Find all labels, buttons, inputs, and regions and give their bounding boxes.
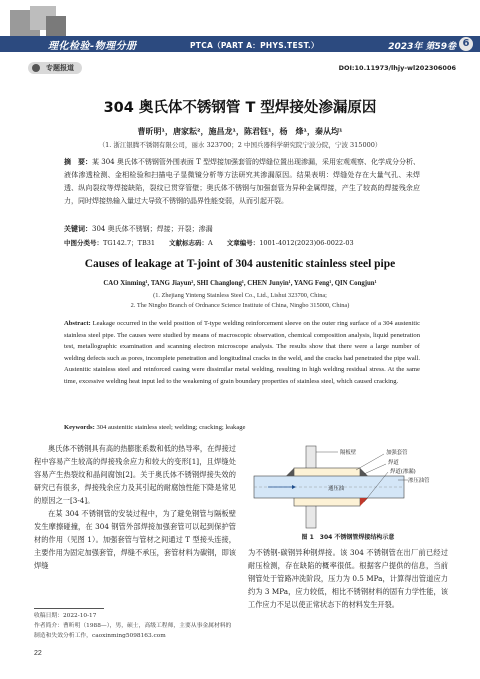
figure-caption: 图 1 304 不锈钢管焊接结构示意 [301, 534, 395, 541]
paper-title-cn: 304 奥氏体不锈钢管 T 型焊接处渗漏原因 [103, 100, 377, 116]
keywords-cn [64, 224, 420, 234]
weld-bead-top [360, 468, 368, 476]
doc-code-value: A [208, 239, 213, 247]
body-paragraph: 奥氏体不锈钢具有高的热膨胀系数和低的热导率，在焊接过程中容易产生较高的焊接残余应力和较大的变形[1]，且焊缝处容易产生热裂纹和晶间腐蚀[2]。关于奥氏体不锈钢焊接失效的研究已有很多，焊接残余应力及其引起的耐腐蚀性能下降是常见的原因之一[3-4]。 [34, 444, 236, 505]
label-pressure-oil: 通压油 [328, 486, 345, 492]
leader-line [356, 454, 384, 470]
page-number: 22 [34, 650, 42, 657]
label-oil-pipe: 渗压油管 [408, 478, 430, 484]
authors-en: CAO Xinming¹, TANG Jiayun², SHI Changlong¹, CHEN Junyin¹, YANG Feng¹, QIN Congjun¹ [103, 280, 377, 287]
section-title: 理化检验-物理分册 [48, 41, 137, 52]
leader-line [364, 464, 386, 474]
weld-structure-figure [248, 444, 448, 530]
keywords-en [64, 424, 420, 431]
author-bio: 作者简介：曹昕明（1988—），男，硕士，高级工程师，主要从事金属材料的制造和失效分析工作，caoxinming5098163.com [34, 623, 232, 639]
clc-label: 中图分类号： [64, 239, 103, 247]
abstract-en-label: Abstract: [64, 320, 91, 327]
body-paragraph: 在某 304 不锈钢管的安装过程中，为了避免钢管与隔板壁发生摩擦碰撞，在 304 钢管外部焊接加强套管可以起到保护管材的作用（见图 1）。加强套管与管材之间通过 T 型接头连接，主要作用为固定加强套管，焊缝不承压，套管材料为碳钢，即该焊缝 [34, 509, 236, 570]
weld-bead-left [286, 468, 294, 476]
article-no-label: 文章编号： [226, 239, 260, 247]
special-report-tag [28, 62, 82, 74]
article-no-value: 1001-4012(2023)06-0022-03 [259, 239, 354, 247]
doi: DOI:10.11973/lhjy-wl202306006 [338, 64, 456, 72]
journal-header [0, 0, 480, 58]
affiliation-cn: （1. 浙江银腾不锈钢有限公司，丽水 323700；2 中国兵器科学研究院宁波分院，宁波 315000） [98, 141, 382, 149]
clc-value: TG142.7；TB31 [103, 239, 156, 247]
tag-dot-icon [32, 64, 40, 72]
paper-title-en: Causes of leakage at T-joint of 304 austenitic stainless steel pipe [84, 258, 396, 270]
issue-badge: 6 [458, 36, 474, 52]
affiliation-en-2: 2. The Ningbo Branch of Ordnance Science Institute of China, Ningbo 315000, China) [130, 302, 350, 309]
abstract-cn [64, 156, 420, 208]
tag-label: 专题报道 [46, 64, 74, 72]
abstract-cn-label: 摘 要： [64, 158, 93, 166]
keywords-en-label: Keywords: [64, 424, 95, 431]
body-left-column [34, 442, 236, 572]
label-weld-leak: 焊道(渗漏) [390, 469, 416, 475]
keywords-en-text: 304 austenitic stainless steel; welding; cracking; leakage [96, 424, 246, 431]
received-date: 收稿日期：2022-10-17 [34, 613, 97, 619]
label-partition: 隔板壁 [340, 450, 357, 456]
abstract-cn-text: 某 304 奥氏体不锈钢管外围表面 T 型焊接加强套管的焊缝位置出现渗漏，采用宏观观察、化学成分分析、液体渗透检测、金相检验和扫描电子显微镜分析等方法研究其渗漏原因。结果表明：焊缝处存在大量气孔、未焊透、纵向裂纹等焊接缺陷，裂纹已贯穿管壁；奥氏体不锈钢与加强套管为异种金属焊接，产生了较高的焊接残余应力，同时焊接热输入量过大导致不锈钢的晶界性能变弱，从而引起开裂。 [64, 158, 421, 205]
doc-code-label: 文献标志码： [169, 239, 209, 247]
classification-line [64, 238, 420, 247]
authors-cn: 曹昕明¹，唐家耘²，施昌龙¹，陈君钰¹，杨 烽¹，秦从均¹ [137, 127, 343, 136]
label-sleeve: 加强套管 [386, 450, 408, 456]
footnote-divider [34, 608, 104, 609]
footnote [34, 611, 236, 641]
abstract-en-text: Leakage occurred in the weld position of T-type welding reinforcement sleeve on the outer ring surface of a 304 austenitic stainless steel pipe. The causes were studied by means of macroscopic observation, chemical composition analysis, liquid penetration test, metallographic examination and scanning electron microscope analysis. The results show that there were a large number of welding defects such as pores, incomplete penetration and longitudinal cracks in the weld, and the cracks had penetrated the pipe wall. Austenitic stainless steel and reinforced casing were dissimilar metal welding, resulting in high welding residual stress. At the same time, excessive welding heat input led to the weakening of grain boundary properties of stainless steel, which caused cracking. [64, 320, 420, 385]
keywords-cn-label: 关键词： [64, 225, 92, 233]
volume-label: 2023年 第59卷 [388, 42, 456, 52]
abstract-en [64, 318, 420, 388]
journal-name: PTCA（PART A：PHYS.TEST.） [190, 41, 319, 50]
label-weld: 焊道 [388, 460, 399, 466]
body-right-column [248, 546, 448, 611]
keywords-cn-text: 304 奥氏体不锈钢；焊接；开裂；渗漏 [92, 225, 213, 233]
affiliation-en-1: (1. Zhejiang Yinteng Stainless Steel Co., Ltd., Lishui 323700, China; [153, 292, 327, 299]
body-paragraph: 为不锈钢-碳钢异种钢焊接。该 304 不锈钢管在出厂前已经过耐压检测，存在缺陷的概率很低。根据客户提供的信息，当前钢管处于管路冲洗阶段，压力为 0.5 MPa，计算得出管道应力约为 3 MPa，应力较低，相比不锈钢材料的固有力学性能，该工作应力不足以使正常状态下的材料发生开裂。 [248, 548, 448, 609]
